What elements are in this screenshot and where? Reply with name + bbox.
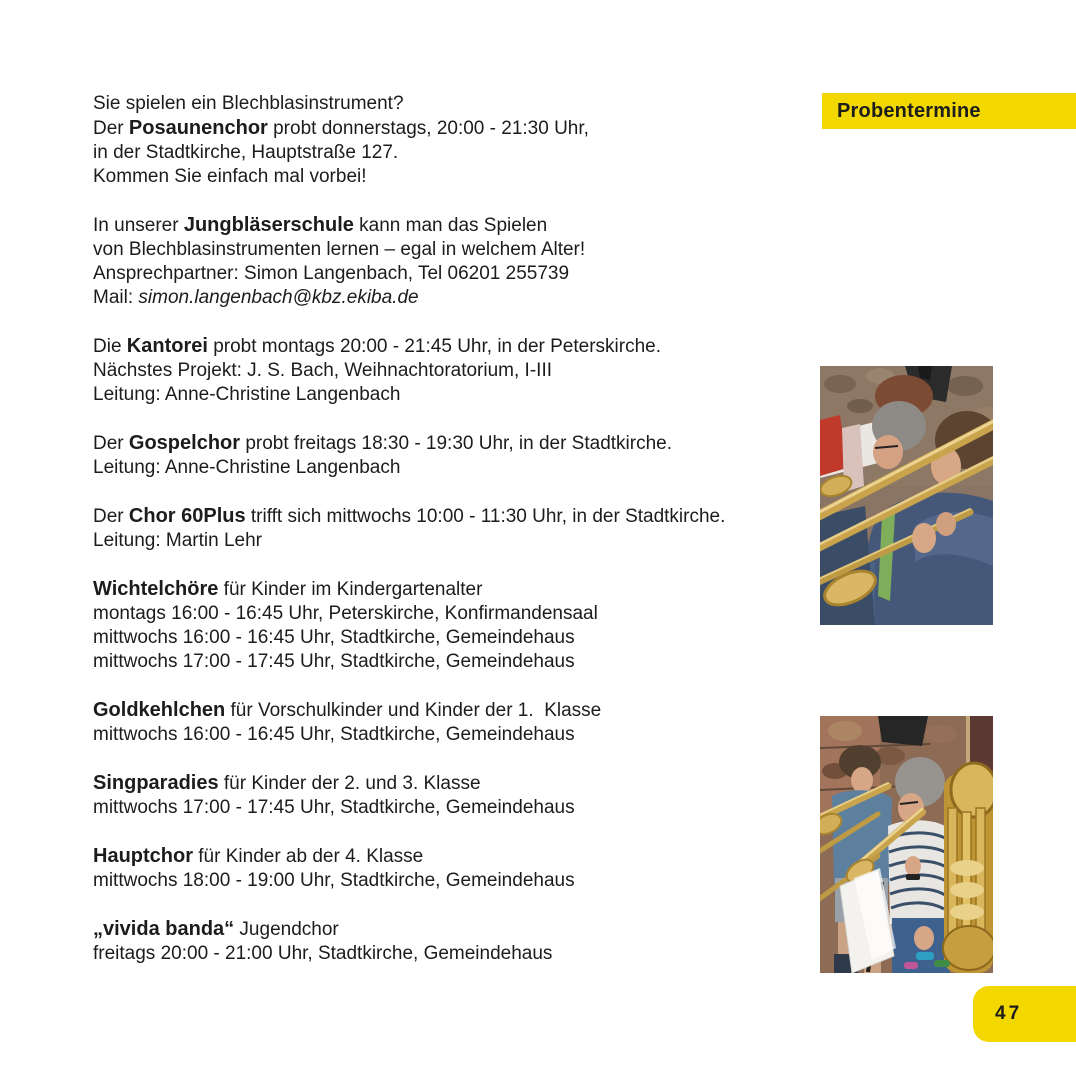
text-line	[93, 917, 753, 942]
text-segment: für Vorschulkinder und Kinder der 1. Klasse	[225, 700, 602, 721]
text-segment: probt donnerstags, 20:00 - 21:30 Uhr,	[267, 118, 589, 139]
text-segment: Kommen Sie einfach mal vorbei!	[93, 166, 367, 187]
text-segment: Leitung: Martin Lehr	[93, 530, 262, 551]
choir-name: Jungbläserschule	[183, 214, 354, 236]
text-segment: freitags 20:00 - 21:00 Uhr, Stadtkirche, Gemeindehaus	[93, 943, 553, 964]
text-segment: mittwochs 18:00 - 19:00 Uhr, Stadtkirche, Gemeindehaus	[93, 870, 575, 891]
text-segment: kann man das Spielen	[353, 215, 548, 236]
choir-name: „vivida banda“	[93, 918, 235, 940]
text-segment: probt freitags 18:30 - 19:30 Uhr, in der Stadtkirche.	[240, 433, 673, 454]
text-line	[93, 796, 753, 820]
text-line	[93, 626, 753, 650]
text-segment: probt montags 20:00 - 21:45 Uhr, in der Peterskirche.	[207, 336, 661, 357]
text-segment: Nächstes Projekt: J. S. Bach, Weihnachtoratorium, I-III	[93, 360, 552, 381]
section-header	[822, 93, 1076, 129]
text-line	[93, 431, 753, 456]
paragraph	[93, 844, 753, 893]
paragraph	[93, 504, 753, 553]
text-line	[93, 141, 753, 165]
rehearsal-photo-trombones	[820, 366, 993, 625]
text-line	[93, 213, 753, 238]
choir-name: Wichtelchöre	[93, 578, 219, 600]
text-line	[93, 942, 753, 966]
page-number: 47	[995, 1003, 1023, 1024]
section-header-label: Probentermine	[837, 99, 981, 122]
text-line	[93, 165, 753, 189]
text-segment: für Kinder der 2. und 3. Klasse	[218, 773, 481, 794]
text-line	[93, 650, 753, 674]
text-segment: Der	[93, 506, 129, 527]
text-line	[93, 334, 753, 359]
rehearsal-photo-tuba	[820, 716, 993, 973]
photo-illustration-trombones	[820, 366, 993, 625]
text-segment: Sie spielen ein Blechblasinstrument?	[93, 93, 404, 114]
choir-name: Gospelchor	[128, 432, 241, 454]
text-segment: simon.langenbach@kbz.ekiba.de	[138, 287, 419, 308]
text-line	[93, 869, 753, 893]
paragraph	[93, 431, 753, 480]
text-segment: Mail:	[93, 287, 139, 308]
text-segment: für Kinder im Kindergartenalter	[218, 579, 483, 600]
text-segment: von Blechblasinstrumenten lernen – egal in welchem Alter!	[93, 239, 586, 260]
paragraph	[93, 577, 753, 674]
text-line	[93, 286, 753, 310]
text-segment: mittwochs 16:00 - 16:45 Uhr, Stadtkirche, Gemeindehaus	[93, 627, 575, 648]
text-segment: trifft sich mittwochs 10:00 - 11:30 Uhr, in der Stadtkirche.	[245, 506, 726, 527]
text-column	[93, 92, 753, 990]
text-segment: Die	[93, 336, 127, 357]
text-segment: Der	[93, 433, 129, 454]
text-line	[93, 698, 753, 723]
choir-name: Posaunenchor	[128, 117, 268, 139]
choir-name: Hauptchor	[93, 845, 193, 867]
text-segment: Leitung: Anne-Christine Langenbach	[93, 457, 401, 478]
text-line	[93, 723, 753, 747]
text-line	[93, 771, 753, 796]
text-line	[93, 359, 753, 383]
choir-name: Singparadies	[93, 772, 219, 794]
text-segment: montags 16:00 - 16:45 Uhr, Peterskirche, Konfirmandensaal	[93, 603, 598, 624]
choir-name: Chor 60Plus	[128, 505, 246, 527]
paragraph	[93, 213, 753, 310]
text-line	[93, 844, 753, 869]
text-segment: für Kinder ab der 4. Klasse	[193, 846, 424, 867]
paragraph	[93, 92, 753, 189]
text-line	[93, 577, 753, 602]
paragraph	[93, 917, 753, 966]
paragraph	[93, 698, 753, 747]
text-segment: mittwochs 17:00 - 17:45 Uhr, Stadtkirche, Gemeindehaus	[93, 651, 575, 672]
text-segment: In unserer	[93, 215, 184, 236]
text-segment: in der Stadtkirche, Hauptstraße 127.	[93, 142, 399, 163]
text-line	[93, 456, 753, 480]
text-line	[93, 602, 753, 626]
paragraph	[93, 771, 753, 820]
page-number-badge	[973, 986, 1076, 1042]
text-line	[93, 92, 753, 116]
text-line	[93, 504, 753, 529]
text-segment: Jugendchor	[234, 919, 339, 940]
text-segment: mittwochs 17:00 - 17:45 Uhr, Stadtkirche, Gemeindehaus	[93, 797, 575, 818]
text-line	[93, 383, 753, 407]
text-line	[93, 529, 753, 553]
text-segment: mittwochs 16:00 - 16:45 Uhr, Stadtkirche, Gemeindehaus	[93, 724, 575, 745]
text-line	[93, 262, 753, 286]
photo-illustration-tuba	[820, 716, 993, 973]
text-line	[93, 238, 753, 262]
text-line	[93, 116, 753, 141]
paragraph	[93, 334, 753, 407]
text-segment: Der	[93, 118, 129, 139]
choir-name: Kantorei	[126, 335, 208, 357]
text-segment: Leitung: Anne-Christine Langenbach	[93, 384, 401, 405]
choir-name: Goldkehlchen	[93, 699, 226, 721]
text-segment: Ansprechpartner: Simon Langenbach, Tel 06201 255739	[93, 263, 570, 284]
